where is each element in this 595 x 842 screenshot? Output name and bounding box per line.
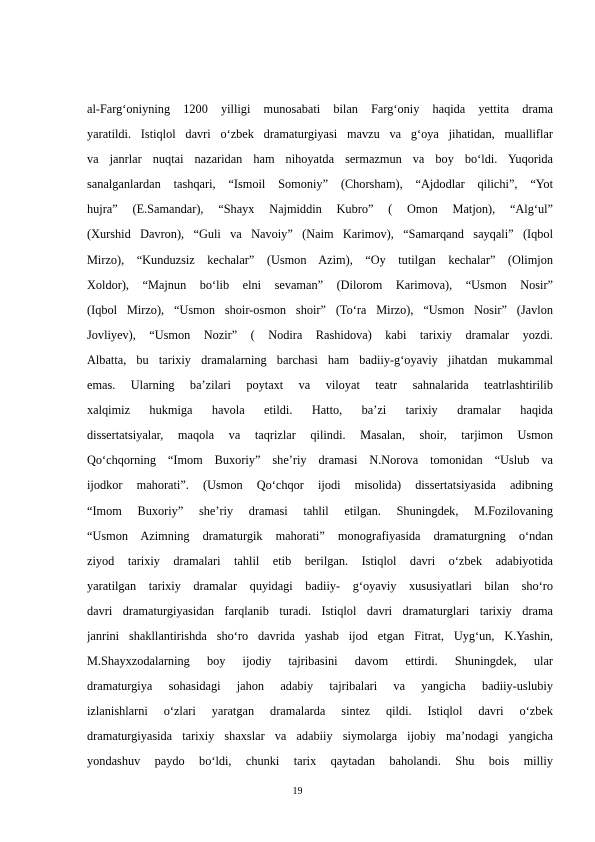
text-line: dissertatsiyalar, maqola va taqrizlar qilindi. Masalan, shoir, tarjimon Usmon: [87, 428, 553, 443]
text-line: ijodkor mahorati”. (Usmon Qo‘chqor ijodi misolida) dissertatsiyasida adibning: [87, 478, 553, 493]
text-line: izlanishlarni o‘zlari yaratgan dramalarda sintez qildi. Istiqlol davri o‘zbek: [87, 704, 553, 719]
text-line: yaratildi. Istiqlol davri o‘zbek dramaturgiyasi mavzu va g‘oya jihatidan, mualliflar: [87, 127, 553, 142]
text-line: yaratilgan tarixiy dramalar quyidagi badiiy- g‘oyaviy xususiyatlari bilan sho‘ro: [87, 578, 553, 593]
text-line: emas. Ularning ba’zilari poytaxt va viloyat teatr sahnalarida teatrlashtirilib: [87, 378, 553, 393]
text-line: Jovliyev), “Usmon Nozir” ( Nodira Rashidova) kabi tarixiy dramalar yozdi.: [87, 327, 553, 342]
text-line: ziyod tarixiy dramalari tahlil etib berilgan. Istiqlol davri o‘zbek adabiyotida: [87, 553, 553, 568]
text-line: va janrlar nuqtai nazaridan ham nihoyatda sermazmun va boy bo‘ldi. Yuqorida: [87, 152, 553, 167]
text-line: Qo‘chqorning “Imom Buxoriy” she’riy dramasi N.Norova tomonidan “Uslub va: [87, 453, 553, 468]
text-line: hujra” (E.Samandar), “Shayx Najmiddin Kubro” ( Omon Matjon), “Alg‘ul”: [87, 202, 553, 217]
text-line: dramaturgiyasida tarixiy shaxslar va adabiiy siymolarga ijobiy ma’nodagi yangicha: [87, 729, 553, 744]
text-line: (Iqbol Mirzo), “Usmon shoir-osmon shoir” (To‘ra Mirzo), “Usmon Nosir” (Javlon: [87, 302, 553, 317]
text-line: yondashuv paydo bo‘ldi, chunki tarix qaytadan baholandi. Shu bois milliy: [87, 754, 553, 769]
text-line: davri dramaturgiyasidan farqlanib turadi. Istiqlol davri dramaturglari tarixiy drama: [87, 603, 553, 618]
text-line: al-Farg‘oniyning 1200 yilligi munosabati bilan Farg‘oniy haqida yettita drama: [87, 102, 553, 116]
text-line: sanalganlardan tashqari, “Ismoil Somoniy” (Chorsham), “Ajdodlar qilichi”, “Yot: [87, 177, 553, 192]
text-line: “Imom Buxoriy” she’riy dramasi tahlil etilgan. Shuningdek, M.Fozilovaning: [87, 503, 553, 518]
body-text: [87, 97, 553, 775]
text-line: Xoldor), “Majnun bo‘lib elni sevaman” (Dilorom Karimova), “Usmon Nosir”: [87, 277, 553, 292]
text-line: xalqimiz hukmiga havola etildi. Hatto, ba’zi tarixiy dramalar haqida: [87, 403, 553, 418]
page-number: 19: [292, 786, 303, 797]
text-line: “Usmon Azimning dramaturgik mahorati” monografiyasida dramaturgning o‘ndan: [87, 528, 553, 543]
text-line: janrini shakllantirishda sho‘ro davrida yashab ijod etgan Fitrat, Uyg‘un, K.Yashin,: [87, 628, 553, 643]
text-line: M.Shayxzodalarning boy ijodiy tajribasini davom ettirdi. Shuningdek, ular: [87, 654, 553, 669]
text-line: dramaturgiya sohasidagi jahon adabiy tajribalari va yangicha badiiy-uslubiy: [87, 679, 553, 694]
text-line: Mirzo), “Kunduzsiz kechalar” (Usmon Azim), “Oy tutilgan kechalar” (Olimjon: [87, 252, 553, 267]
text-line: (Xurshid Davron), “Guli va Navoiy” (Naim Karimov), “Samarqand sayqali” (Iqbol: [87, 227, 553, 242]
text-line: Albatta, bu tarixiy dramalarning barchasi ham badiiy-g‘oyaviy jihatdan mukammal: [87, 352, 553, 367]
